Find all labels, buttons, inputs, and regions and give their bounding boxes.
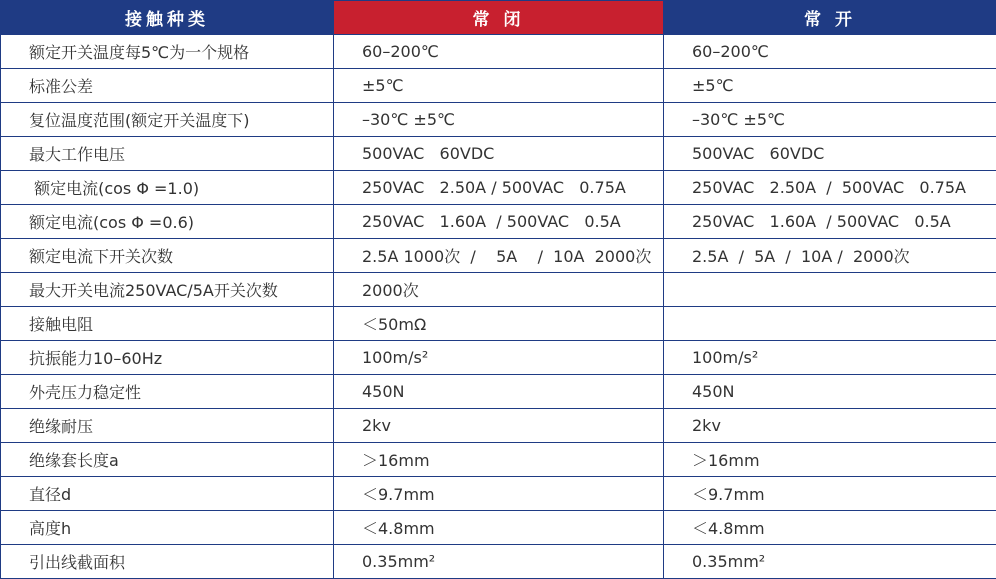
normally-open-value-cell: 250VAC 2.50A / 500VAC 0.75A: [664, 171, 996, 205]
spec-table-body: [1, 35, 996, 579]
normally-closed-value-cell: ＜50mΩ: [334, 307, 664, 341]
table-row: [1, 511, 996, 545]
normally-closed-value-cell: ＞16mm: [334, 443, 664, 477]
normally-open-value-cell: 100m/s²: [664, 341, 996, 375]
spec-label-cell: 抗振能力10–60Hz: [1, 341, 334, 375]
spec-label-cell: 接触电阻: [1, 307, 334, 341]
table-row: [1, 137, 996, 171]
spec-label-cell: 额定电流(cos Φ =1.0): [1, 171, 334, 205]
header-row: [1, 1, 996, 35]
spec-label-cell: 外壳压力稳定性: [1, 375, 334, 409]
normally-open-value-cell: 250VAC 1.60A / 500VAC 0.5A: [664, 205, 996, 239]
table-row: [1, 239, 996, 273]
spec-label-cell: 最大开关电流250VAC/5A开关次数: [1, 273, 334, 307]
normally-open-value-cell: 60–200℃: [664, 35, 996, 69]
spec-label-cell: 绝缘耐压: [1, 409, 334, 443]
table-row: [1, 171, 996, 205]
normally-closed-value-cell: 0.35mm²: [334, 545, 664, 579]
normally-closed-value-cell: ＜9.7mm: [334, 477, 664, 511]
table-row: [1, 273, 996, 307]
spec-label-cell: 最大工作电压: [1, 137, 334, 171]
normally-closed-value-cell: 60–200℃: [334, 35, 664, 69]
spec-label-cell: 引出线截面积: [1, 545, 334, 579]
spec-label-cell: 额定电流下开关次数: [1, 239, 334, 273]
normally-open-value-cell: ＜9.7mm: [664, 477, 996, 511]
normally-closed-value-cell: ＜4.8mm: [334, 511, 664, 545]
table-row: [1, 103, 996, 137]
spec-label-cell: 额定开关温度每5℃为一个规格: [1, 35, 334, 69]
normally-open-value-cell: ±5℃: [664, 69, 996, 103]
normally-closed-value-cell: ±5℃: [334, 69, 664, 103]
table-row: [1, 443, 996, 477]
header-normally-open: 常 开: [664, 1, 996, 35]
table-row: [1, 545, 996, 579]
normally-open-value-cell: 450N: [664, 375, 996, 409]
normally-open-value-cell: ＜4.8mm: [664, 511, 996, 545]
normally-closed-value-cell: 2kv: [334, 409, 664, 443]
normally-open-value-cell: –30℃ ±5℃: [664, 103, 996, 137]
table-row: [1, 341, 996, 375]
header-contact-type: 接触种类: [1, 1, 334, 35]
normally-closed-value-cell: 2000次: [334, 273, 664, 307]
normally-closed-value-cell: 250VAC 2.50A / 500VAC 0.75A: [334, 171, 664, 205]
spec-label-cell: 高度h: [1, 511, 334, 545]
normally-closed-value-cell: 100m/s²: [334, 341, 664, 375]
normally-open-value-cell: [664, 307, 996, 341]
table-row: [1, 477, 996, 511]
table-row: [1, 375, 996, 409]
normally-open-value-cell: [664, 273, 996, 307]
spec-label-cell: 直径d: [1, 477, 334, 511]
header-normally-closed: 常 闭: [334, 1, 664, 35]
normally-closed-value-cell: 450N: [334, 375, 664, 409]
normally-closed-value-cell: 500VAC 60VDC: [334, 137, 664, 171]
table-row: [1, 409, 996, 443]
spec-label-cell: 标准公差: [1, 69, 334, 103]
table-row: [1, 307, 996, 341]
normally-closed-value-cell: 2.5A 1000次 / 5A / 10A 2000次: [334, 239, 664, 273]
table-row: [1, 69, 996, 103]
normally-open-value-cell: ＞16mm: [664, 443, 996, 477]
spec-label-cell: 复位温度范围(额定开关温度下): [1, 103, 334, 137]
spec-label-cell: 绝缘套长度a: [1, 443, 334, 477]
normally-open-value-cell: 2kv: [664, 409, 996, 443]
table-row: [1, 205, 996, 239]
normally-closed-value-cell: –30℃ ±5℃: [334, 103, 664, 137]
normally-open-value-cell: 2.5A / 5A / 10A / 2000次: [664, 239, 996, 273]
normally-open-value-cell: 500VAC 60VDC: [664, 137, 996, 171]
table-row: [1, 35, 996, 69]
normally-open-value-cell: 0.35mm²: [664, 545, 996, 579]
spec-label-cell: 额定电流(cos Φ =0.6): [1, 205, 334, 239]
normally-closed-value-cell: 250VAC 1.60A / 500VAC 0.5A: [334, 205, 664, 239]
